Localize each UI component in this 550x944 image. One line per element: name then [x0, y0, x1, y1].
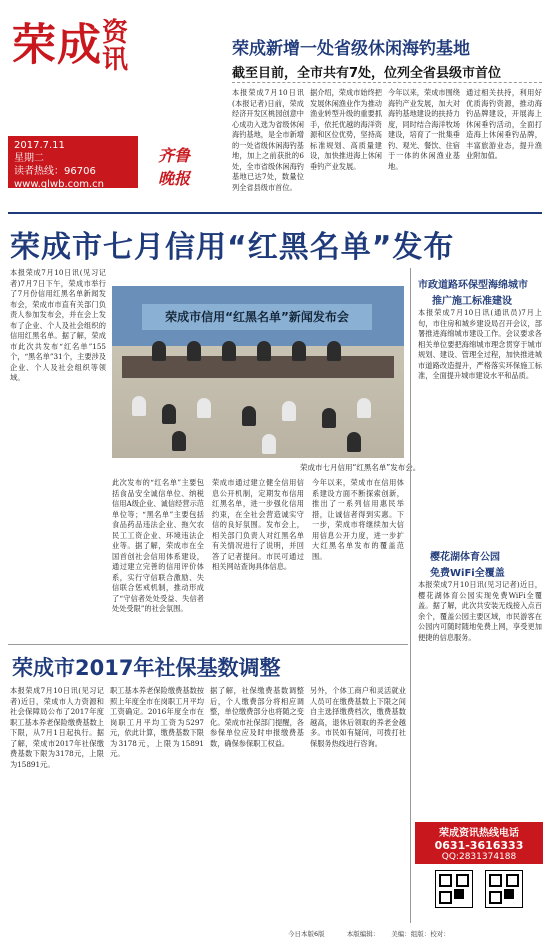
story2-column-1: 本报荣成7月10日讯(见习记者)7月7日下午，荣成市举行了7月份信用红黑名单新闻发布会，荣成市市直有关部门负责人参加发布会，并在会上发布了企业、个人及社会组织的信用红黑名单。据了解，荣成市此次共发布“红名单”155个，“黑名单”31个，主要涉及企业、个人及社会组织等领域。 — [10, 268, 106, 382]
story3-column-1: 本报荣成7月10日讯(见习记者)近日，荣成市人力资源和社会保障局公布了2017年度职工基本养老保险缴费基数上下限，从7月1日起执行。据了解，荣成市2017年社保缴费基数下限为3178元，上限为15891元。 — [10, 686, 104, 769]
hotline-title: 荣成资讯热线电话 — [439, 828, 519, 839]
photo-person — [197, 398, 211, 418]
brand-logo: 齐鲁晚报 — [158, 146, 191, 188]
photo-caption: 荣成市七月信用“红黑名单”发布会。 — [300, 463, 421, 472]
photo-banner: 荣成市信用“红黑名单”新闻发布会 — [142, 304, 372, 330]
masthead-weekday: 星期二 — [14, 153, 44, 164]
photo-person — [187, 341, 201, 361]
photo-person — [242, 406, 256, 426]
masthead-website: www.qlwb.com.cn — [14, 179, 104, 190]
story2-column-4: 今年以来，荣成市在信用体系建设方面不断探索创新，推出了一系列信用惠民举措，让诚信者得到实惠。下一步，荣成市将继续加大信用信息公开力度，进一步扩大红黑名单发布的覆盖范围。 — [312, 478, 404, 561]
footer-mid: 今日本版6版 — [288, 930, 325, 938]
sidebar-title-2b: 免费WiFi全覆盖 — [430, 568, 505, 579]
masthead — [8, 8, 198, 190]
qr-code-icon — [485, 870, 523, 908]
masthead-date-block — [8, 136, 138, 188]
footer-right: 美编：组版：校对： — [391, 930, 450, 938]
story1-column-1: 本报荣成7月10日讯(本报记者)日前，荣成经济开发区桃园创意中心成功入选为省级休闲海钓基地，是全市新增的一处省级休闲海钓基地，加上之前获批的6处，全市省级休闲海钓基地已达7处，数量位列全省县级市首位。 — [232, 88, 304, 192]
photo-person — [347, 432, 361, 452]
photo-person — [172, 431, 186, 451]
photo-person — [292, 341, 306, 361]
photo-person — [222, 341, 236, 361]
masthead-title-main: 荣成 — [12, 19, 102, 71]
section-rule — [8, 644, 408, 645]
column-divider — [410, 268, 411, 923]
sidebar-text-2: 本报荣成7月10日讯(见习记者)近日，樱花湖体育公园实现免费WiFi全覆盖。据了解，此次共安装无线接入点百余个，覆盖公园主要区域，市民游客在公园内可随时随地免费上网，享受更加便捷的信息服务。 — [418, 580, 542, 642]
story3-column-2: 职工基本养老保险缴费基数按照上年度全市在岗职工月平均工资确定。2016年度全市在岗职工月平均工资为5297元，依此计算，缴费基数下限为3178元，上限为15891元。 — [110, 686, 204, 758]
sidebar-title-1: 市政道路环保型海绵城市 — [418, 280, 528, 291]
story2-column-3: 荣成市通过建立健全信用信息公开机制，定期发布信用红黑名单，进一步强化信用约束，在全社会营造诚实守信的良好氛围。发布会上，相关部门负责人对红黑名单有关情况进行了说明，并回答了记者提问。市民可通过相关网站查询具体信息。 — [212, 478, 304, 571]
photo-person — [327, 341, 341, 361]
story2-headline: 荣成市七月信用“红黑名单”发布 — [10, 230, 455, 265]
footer-left: 本版编辑： — [346, 930, 380, 938]
photo-person — [257, 341, 271, 361]
photo-person — [132, 396, 146, 416]
qr-code-icon — [435, 870, 473, 908]
photo-person — [152, 341, 166, 361]
story1-column-2: 据介绍，荣成市始终把发展休闲渔业作为推动渔业转型升级的重要抓手，依托优越的海洋资源和区位优势，坚持高标准规划、高质量建设，加快推进海上休闲垂钓产业发展。 — [310, 88, 382, 171]
hotline-phone: 0631-3616333 — [434, 839, 524, 852]
story1-column-3: 今年以来，荣成市围绕海钓产业发展，加大对海钓基地建设的扶持力度，同时结合海洋牧场建设，培育了一批集垂钓、观光、餐饮、住宿于一体的休闲渔业基地。 — [388, 88, 460, 171]
story3-column-4: 另外，个体工商户和灵活就业人员可在缴费基数上下限之间自主选择缴费档次，缴费基数越高，退休后领取的养老金越多。市民如有疑问，可拨打社保服务热线进行咨询。 — [310, 686, 406, 748]
hotline-box — [415, 822, 543, 864]
masthead-title — [12, 20, 136, 75]
photo-person — [282, 401, 296, 421]
story1-column-4: 通过相关扶持，利用好优质海钓资源，推动海钓品牌建设，开展海上休闲垂钓活动，全面打造海上休闲垂钓品牌，丰富旅游业态，提升渔业附加值。 — [466, 88, 542, 160]
photo-person — [262, 434, 276, 454]
footer — [8, 929, 542, 938]
hotline-qq: QQ:2831374188 — [441, 852, 517, 862]
masthead-title-side: 资讯 — [102, 18, 130, 76]
divider — [232, 82, 542, 83]
photo-person — [322, 408, 336, 428]
story1-subhead: 截至目前，全市共有7处，位列全省县级市首位 — [232, 66, 502, 81]
sidebar-title-2: 樱花湖体育公园 — [430, 552, 500, 563]
news-photo — [112, 286, 404, 458]
story2-column-2: 此次发布的“红名单”主要包括食品安全诚信单位、纳税信用A级企业、诚信经营示范单位等；“黑名单”主要包括食品药品违法企业、拖欠农民工工资企业、环境违法企业等。据了解，荣成市在全国首创社会信用体系建设，通过建立完善的信用评价体系，实行守信联合激励、失信联合惩戒机制，推动形成了“守信者处处受益、失信者处处受限”的社会氛围。 — [112, 478, 204, 613]
sidebar-title-1b: 推广施工标准建设 — [432, 296, 512, 307]
photo-person — [357, 398, 371, 418]
story1-headline: 荣成新增一处省级休闲海钓基地 — [232, 39, 470, 59]
sidebar-text-1: 本报荣成7月10日讯(通讯员)7月上旬，市住房和城乡建设局召开会议，部署推进海绵城市建设工作。会议要求各相关单位要把海绵城市理念贯穿于城市规划、建设、管理全过程，加快推进城市道路改造提升，严格落实环保施工标准，全面提升城市建设水平和品质。 — [418, 308, 542, 380]
photo-person — [162, 404, 176, 424]
masthead-hotline: 读者热线：96706 — [14, 166, 96, 177]
story3-column-3: 据了解，社保缴费基数调整后，个人缴费部分将相应调整，单位缴费部分也将随之变化。荣成市社保部门提醒，各参保单位应及时申报缴费基数，确保参保职工权益。 — [210, 686, 304, 748]
section-rule — [8, 212, 542, 214]
story3-headline: 荣成市2017年社保基数调整 — [12, 656, 281, 680]
masthead-date: 2017.7.11 — [14, 140, 65, 151]
